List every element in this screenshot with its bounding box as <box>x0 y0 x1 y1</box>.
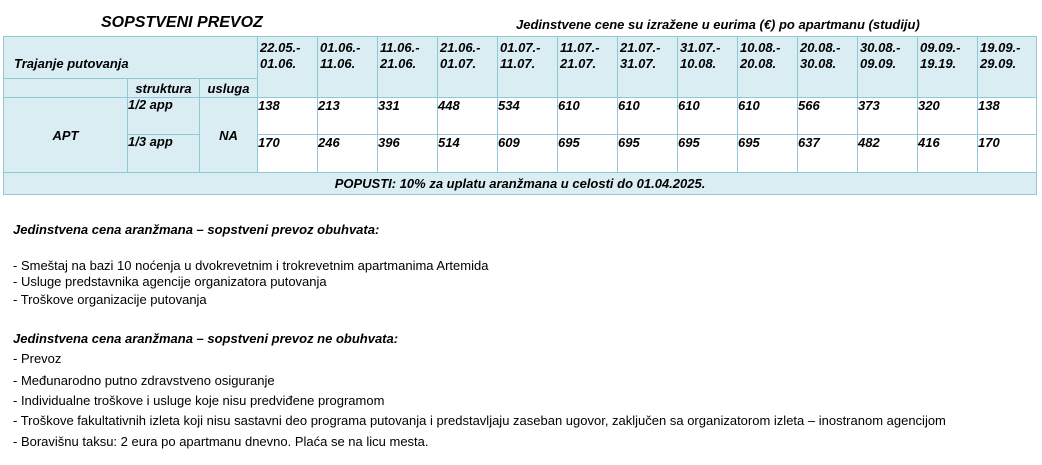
price-cell: 246 <box>318 135 378 173</box>
struktura-label: struktura <box>128 79 200 98</box>
list-item: - Smeštaj na bazi 10 noćenja u dvokrevetnim i trokrevetnim apartmanima Artemida <box>13 258 489 273</box>
price-cell: 373 <box>858 98 918 135</box>
period-header: 11.07.- 21.07. <box>558 37 618 98</box>
price-cell: 695 <box>618 135 678 173</box>
price-cell: 514 <box>438 135 498 173</box>
period-header: 21.06.- 01.07. <box>438 37 498 98</box>
period-header: 22.05.- 01.06. <box>258 37 318 98</box>
period-header: 21.07.- 31.07. <box>618 37 678 98</box>
list-item: - Boravišnu taksu: 2 eura po apartmanu dnevno. Plaća se na licu mesta. <box>13 434 429 449</box>
table-row <box>4 135 1037 173</box>
price-cell: 695 <box>558 135 618 173</box>
price-cell: 331 <box>378 98 438 135</box>
price-cell: 637 <box>798 135 858 173</box>
table-row <box>4 98 1037 135</box>
price-table <box>3 36 1037 195</box>
list-item: - Troškove fakultativnih izleta koji nisu sastavni deo programa putovanja i predstavljaju zaseban ugovor, zaključen sa organizatorom izleta – inostranom agencijom <box>13 413 946 428</box>
period-header: 31.07.- 10.08. <box>678 37 738 98</box>
list-item: - Međunarodno putno zdravstveno osiguranje <box>13 373 275 388</box>
page-title: SOPSTVENI PREVOZ <box>101 14 263 31</box>
period-header: 09.09.- 19.19. <box>918 37 978 98</box>
price-cell: 416 <box>918 135 978 173</box>
struktura-cell: 1/3 app <box>128 135 200 173</box>
period-header: 30.08.- 09.09. <box>858 37 918 98</box>
price-cell: 138 <box>258 98 318 135</box>
ne-obuhvata-heading: Jedinstvena cena aranžmana – sopstveni prevoz ne obuhvata: <box>13 331 399 346</box>
period-header: 19.09.- 29.09. <box>978 37 1037 98</box>
price-cell: 320 <box>918 98 978 135</box>
price-cell: 695 <box>738 135 798 173</box>
price-cell: 609 <box>498 135 558 173</box>
currency-note: Jedinstvene cene su izražene u eurima (€) po apartmanu (studiju) <box>516 17 920 32</box>
obuhvata-heading: Jedinstvena cena aranžmana – sopstveni prevoz obuhvata: <box>13 222 380 237</box>
price-cell: 396 <box>378 135 438 173</box>
blank-cell <box>4 79 128 98</box>
period-header-row <box>4 37 1037 79</box>
price-cell: 610 <box>738 98 798 135</box>
price-cell: 534 <box>498 98 558 135</box>
price-cell: 610 <box>678 98 738 135</box>
price-cell: 170 <box>258 135 318 173</box>
period-header: 10.08.- 20.08. <box>738 37 798 98</box>
period-header: 01.07.- 11.07. <box>498 37 558 98</box>
list-item: - Prevoz <box>13 351 62 366</box>
usluga-label: usluga <box>200 79 258 98</box>
price-cell: 213 <box>318 98 378 135</box>
struktura-cell: 1/2 app <box>128 98 200 135</box>
period-header: 01.06.- 11.06. <box>318 37 378 98</box>
price-cell: 610 <box>618 98 678 135</box>
list-item: - Troškove organizacije putovanja <box>13 292 207 307</box>
period-header: 20.08.- 30.08. <box>798 37 858 98</box>
list-item: - Usluge predstavnika agencije organizatora putovanja <box>13 274 327 289</box>
discount-note: POPUSTI: 10% za uplatu aranžmana u celosti do 01.04.2025. <box>4 173 1037 195</box>
price-cell: 566 <box>798 98 858 135</box>
usluga-cell: NA <box>200 98 258 173</box>
price-cell: 138 <box>978 98 1037 135</box>
price-cell: 610 <box>558 98 618 135</box>
price-cell: 448 <box>438 98 498 135</box>
price-cell: 482 <box>858 135 918 173</box>
apt-label: APT <box>4 98 128 173</box>
price-cell: 695 <box>678 135 738 173</box>
trajanje-label: Trajanje putovanja <box>4 37 258 79</box>
discount-row <box>4 173 1037 195</box>
period-header: 11.06.- 21.06. <box>378 37 438 98</box>
list-item: - Individualne troškove i usluge koje nisu predviđene programom <box>13 393 385 408</box>
price-cell: 170 <box>978 135 1037 173</box>
